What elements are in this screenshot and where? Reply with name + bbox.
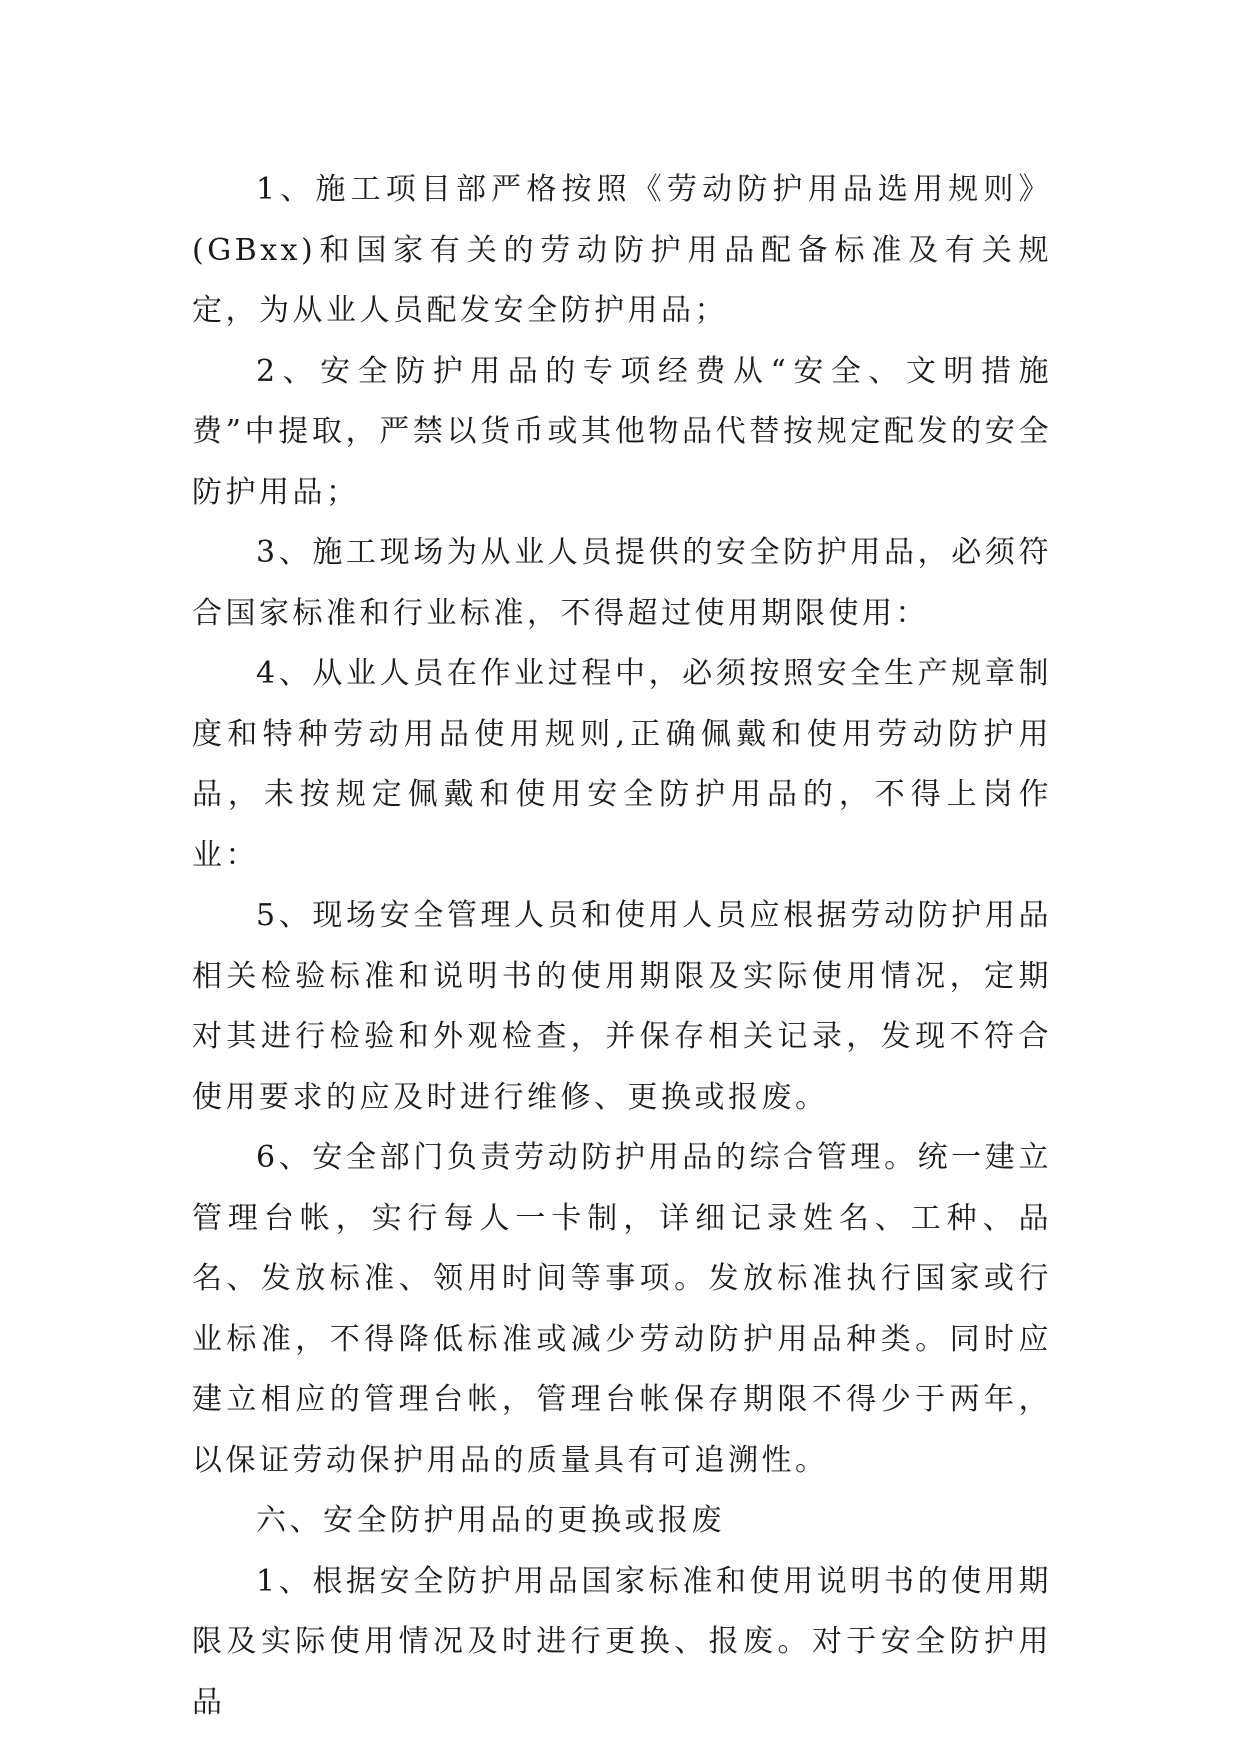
- section-heading: 六、安全防护用品的更换或报废: [256, 1503, 725, 1538]
- document-body: [192, 160, 1052, 1733]
- paragraph-6: 6、安全部门负责劳动防护用品的综合管理。统一建立管理台帐，实行每人一卡制，详细记录姓名、工种、品名、发放标准、领用时间等事项。发放标准执行国家或行业标准，不得降低标准或减少劳动防护用品种类。同时应建立相应的管理台帐，管理台帐保存期限不得少于两年，以保证劳动保护用品的质量具有可追溯性。: [192, 1140, 1052, 1478]
- paragraph-5: 5、现场安全管理人员和使用人员应根据劳动防护用品相关检验标准和说明书的使用期限及实际使用情况，定期对其进行检验和外观检查，并保存相关记录，发现不符合使用要求的应及时进行维修、更换或报废。: [192, 898, 1052, 1115]
- paragraph-4: 4、从业人员在作业过程中，必须按照安全生产规章制度和特种劳动用品使用规则,正确佩戴和使用劳动防护用品，未按规定佩戴和使用安全防护用品的，不得上岗作业：: [192, 656, 1052, 873]
- paragraph-7: 1、根据安全防护用品国家标准和使用说明书的使用期限及实际使用情况及时进行更换、报废。对于安全防护用品: [192, 1563, 1052, 1720]
- paragraph-1: 1、施工项目部严格按照《劳动防护用品选用规则》(GBxx)和国家有关的劳动防护用品配备标准及有关规定，为从业人员配发安全防护用品；: [192, 172, 1052, 328]
- paragraph-2: 2、安全防护用品的专项经费从“安全、文明措施费”中提取，严禁以货币或其他物品代替按规定配发的安全防护用品；: [192, 353, 1052, 510]
- paragraph-3: 3、施工现场为从业人员提供的安全防护用品，必须符合国家标准和行业标准，不得超过使用期限使用：: [192, 535, 1052, 631]
